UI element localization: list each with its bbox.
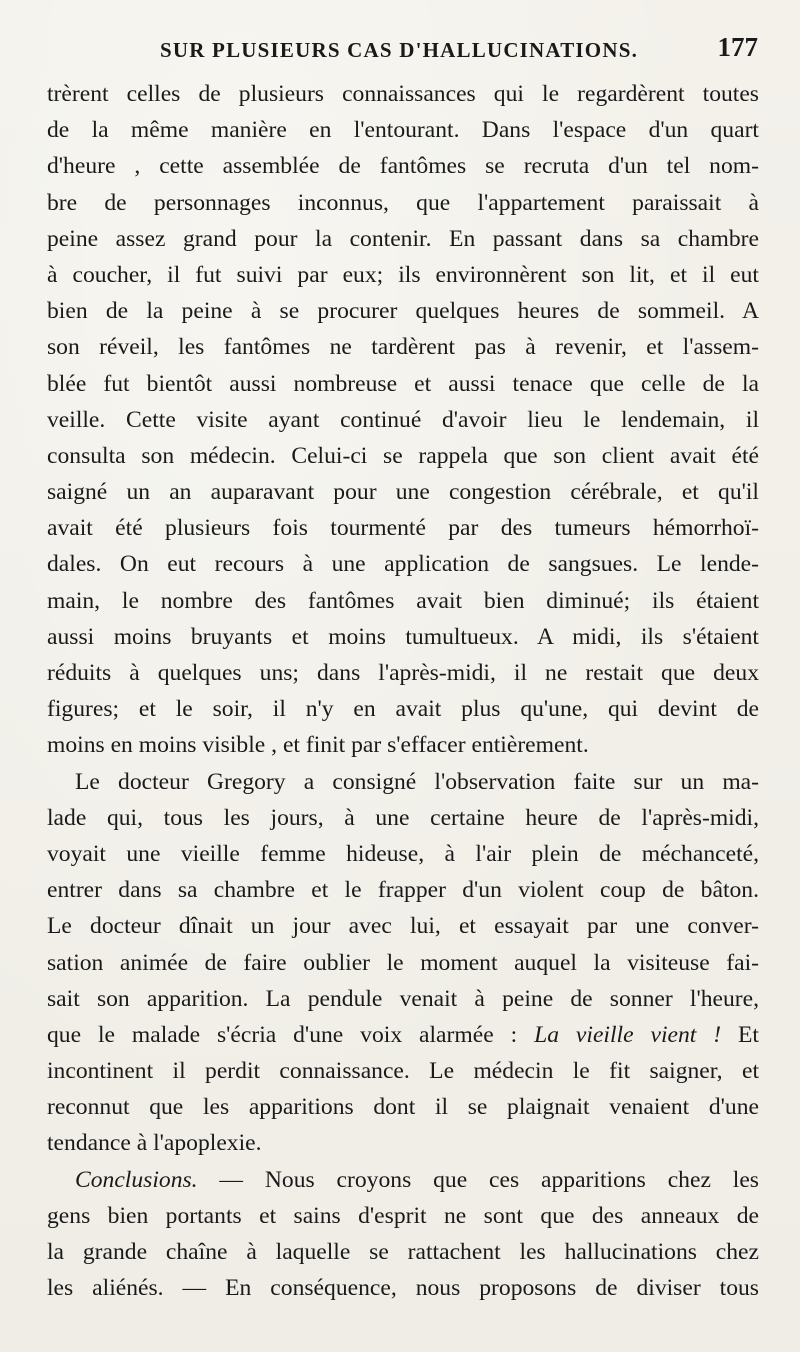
text-line: Le docteur dînait un jour avec lui, et essayait par une conver- <box>47 913 759 940</box>
quote-line <box>47 1017 759 1053</box>
quote-line-before: que le malade s'écria d'une voix alarmée : <box>47 1021 535 1048</box>
text-line: son réveil, les fantômes ne tardèrent pas à revenir, et l'assem- <box>47 334 759 361</box>
page-number: 177 <box>717 32 758 62</box>
conclusions-lead-text: — Nous croyons que ces apparitions chez les <box>197 1166 759 1193</box>
conclusions-line <box>47 1162 759 1198</box>
text-line: incontinent il perdit connaissance. Le médecin le fit saigner, et <box>47 1058 759 1085</box>
text-line: lade qui, tous les jours, à une certaine heure de l'après-midi, <box>47 804 759 831</box>
text-line: voyait une vieille femme hideuse, à l'air plein de méchanceté, <box>47 840 759 867</box>
text-line: dales. On eut recours à une application de sangsues. Le lende- <box>47 551 759 578</box>
text-line: tendance à l'apoplexie. <box>47 1130 262 1157</box>
text-line: d'heure , cette assemblée de fantômes se recruta d'un tel nom- <box>47 153 759 180</box>
text-line: gens bien portants et sains d'esprit ne sont que des anneaux de <box>47 1202 759 1229</box>
text-line: blée fut bientôt aussi nombreuse et aussi tenace que celle de la <box>47 370 759 397</box>
paragraph-2 <box>47 764 759 1162</box>
text-line: saigné un an auparavant pour une congestion cérébrale, et qu'il <box>47 479 759 506</box>
paragraph-1 <box>47 76 759 764</box>
quote-italic: La vieille vient ! <box>534 1021 722 1048</box>
text-line: bien de la peine à se procurer quelques heures de sommeil. A <box>47 298 759 325</box>
text-line: de la même manière en l'entourant. Dans l'espace d'un quart <box>47 117 759 144</box>
text-line: main, le nombre des fantômes avait bien diminué; ils étaient <box>47 587 759 614</box>
text-line: les aliénés. — En conséquence, nous proposons de diviser tous <box>47 1275 759 1302</box>
text-line: Le docteur Gregory a consigné l'observation faite sur un ma- <box>75 768 759 795</box>
paragraph-3 <box>47 1162 759 1307</box>
running-title: SUR PLUSIEURS CAS D'HALLUCINATIONS. <box>160 38 639 62</box>
text-line: à coucher, il fut suivi par eux; ils environnèrent son lit, et il eut <box>47 261 759 288</box>
text-line: bre de personnages inconnus, que l'appartement paraissait à <box>47 189 759 216</box>
text-line: veille. Cette visite ayant continué d'avoir lieu le lendemain, il <box>47 406 759 433</box>
text-line: aussi moins bruyants et moins tumultueux. A midi, ils s'étaient <box>47 623 759 650</box>
conclusions-heading: Conclusions. <box>75 1166 198 1193</box>
text-line: sait son apparition. La pendule venait à peine de sonner l'heure, <box>47 985 759 1012</box>
text-line: figures; et le soir, il n'y en avait plus qu'une, qui devint de <box>47 696 759 723</box>
text-line: avait été plusieurs fois tourmenté par des tumeurs hémorrhoï- <box>47 515 759 542</box>
text-line: consulta son médecin. Celui-ci se rappela que son client avait été <box>47 442 759 469</box>
page-header <box>48 30 758 72</box>
body-text <box>47 76 759 1306</box>
text-line: peine assez grand pour la contenir. En passant dans sa chambre <box>47 225 759 252</box>
text-line: moins en moins visible , et finit par s'effacer entièrement. <box>47 732 589 759</box>
text-line: sation animée de faire oublier le moment auquel la visiteuse fai- <box>47 949 759 976</box>
quote-line-after: Et <box>721 1021 759 1048</box>
text-line: trèrent celles de plusieurs connaissances qui le regardèrent toutes <box>47 81 759 107</box>
text-line: la grande chaîne à laquelle se rattachent les hallucinations chez <box>47 1239 759 1265</box>
text-line: reconnut que les apparitions dont il se plaignait venaient d'une <box>47 1094 759 1121</box>
text-line: réduits à quelques uns; dans l'après-midi, il ne restait que deux <box>47 660 759 686</box>
text-line: entrer dans sa chambre et le frapper d'un violent coup de bâton. <box>47 877 759 904</box>
